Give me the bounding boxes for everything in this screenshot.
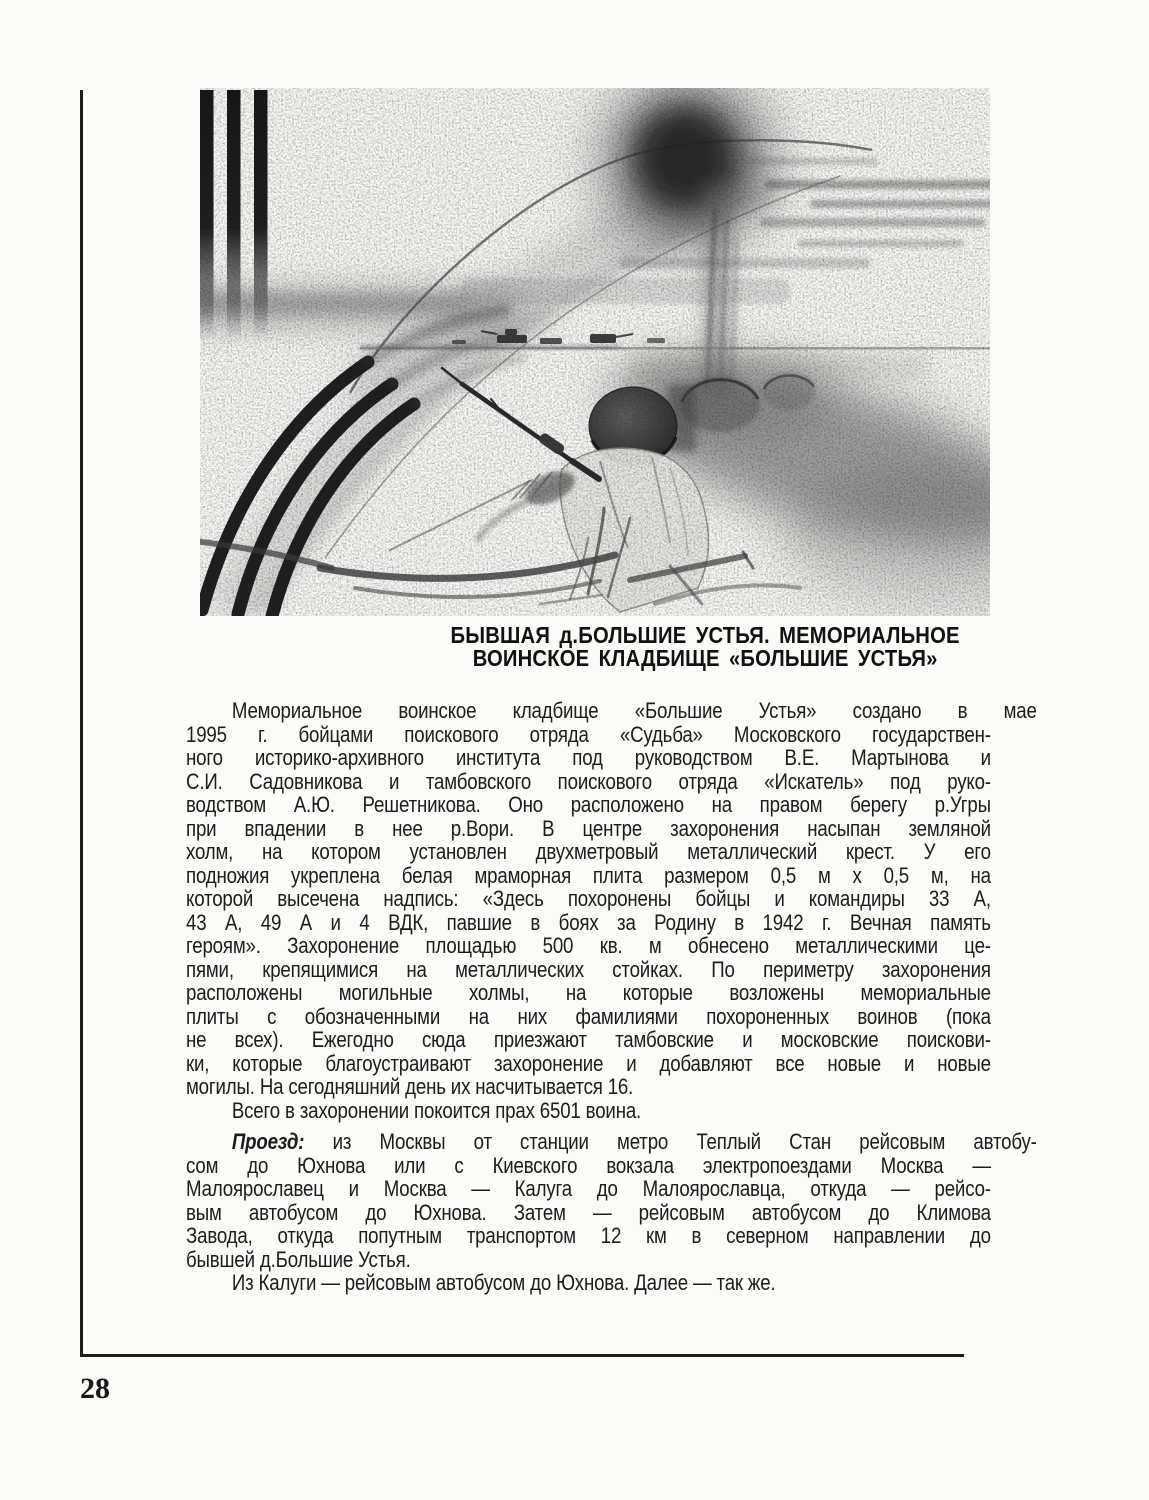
text-line: сом до Юхнова или с Киевского вокзала электропоездами Москва — <box>186 1152 991 1178</box>
text-line: героям». Захоронение площадью 500 кв. м обнесено металлическими це- <box>186 933 991 958</box>
text-line: пями, крепящимися на металлических стойках. По периметру захоронения <box>186 956 991 982</box>
text-line: водством А.Ю. Решетникова. Оно расположено на правом берегу р.Угры <box>186 792 991 817</box>
text-line: Малоярославец и Москва — Калуга до Малоярославца, откуда — рейсо- <box>186 1176 991 1201</box>
text-line: не всех). Ежегодно сюда приезжают тамбовские и московские поискови- <box>186 1027 991 1052</box>
text-line: Проезд: из Москвы от станции метро Теплый Стан рейсовым автобу- <box>231 1129 1037 1154</box>
paragraph <box>186 1271 991 1295</box>
text-line: С.И. Садовникова и тамбовского поискового отряда «Искатель» под руко- <box>186 768 991 794</box>
paragraph <box>186 1129 1037 1272</box>
section-title-line1: БЫВШАЯ д.БОЛЬШИЕ УСТЬЯ. МЕМОРИАЛЬНОЕ <box>450 622 960 648</box>
war-sketch-canvas <box>200 88 990 616</box>
bottom-border-rule <box>80 1354 964 1357</box>
text-line: подножия укреплена белая мраморная плита размером 0,5 м х 0,5 м, на <box>186 862 991 888</box>
text-line: которой высечена надпись: «Здесь похоронены бойцы и командиры 33 А, <box>186 886 991 911</box>
paragraph-lead: Проезд: <box>231 1129 333 1154</box>
text-line: Из Калуги — рейсовым автобусом до Юхнова. Далее — так же. <box>231 1270 776 1295</box>
text-line: ки, которые благоустраивают захоронение и добавляют все новые и новые <box>186 1050 991 1076</box>
text-line: могилы. На сегодняшний день их насчитывается 16. <box>186 1074 634 1099</box>
text-line: вым автобусом до Юхнова. Затем — рейсовым автобусом до Климова <box>186 1199 991 1225</box>
text-line: ного историко-архивного института под руководством В.Е. Мартынова и <box>186 745 991 770</box>
paragraph <box>186 1099 991 1123</box>
section-title <box>420 624 990 670</box>
text-line: 1995 г. бойцами поискового отряда «Судьба» Московского государствен- <box>186 721 991 747</box>
body-copy <box>186 698 1037 1295</box>
grain-texture <box>200 88 990 616</box>
paragraph <box>186 698 1037 1099</box>
text-line: Мемориальное воинское кладбище «Большие Устья» создано в мае <box>231 698 1037 723</box>
text-line: Завода, откуда попутным транспортом 12 км в северном направлении до <box>186 1223 991 1248</box>
section-title-line2: ВОИНСКОЕ КЛАДБИЩЕ «БОЛЬШИЕ УСТЬЯ» <box>472 645 938 671</box>
war-sketch-illustration <box>200 88 990 616</box>
left-border-rule <box>80 90 83 1357</box>
text-line: бывшей д.Большие Устья. <box>186 1246 411 1272</box>
page-number: 28 <box>80 1372 110 1405</box>
text-line: 43 А, 49 А и 4 ВДК, павшие в боях за Родину в 1942 г. Вечная память <box>186 909 991 935</box>
text-line: расположены могильные холмы, на которые возложены мемориальные <box>186 980 991 1005</box>
text-line: Всего в захоронении покоится прах 6501 воина. <box>231 1097 642 1123</box>
text-line: плиты с обозначенными на них фамилиями похороненных воинов (пока <box>186 1003 991 1029</box>
text-line: при впадении в нее р.Вори. В центре захоронения насыпан земляной <box>186 815 991 841</box>
text-line: холм, на котором установлен двухметровый металлический крест. У его <box>186 839 991 864</box>
